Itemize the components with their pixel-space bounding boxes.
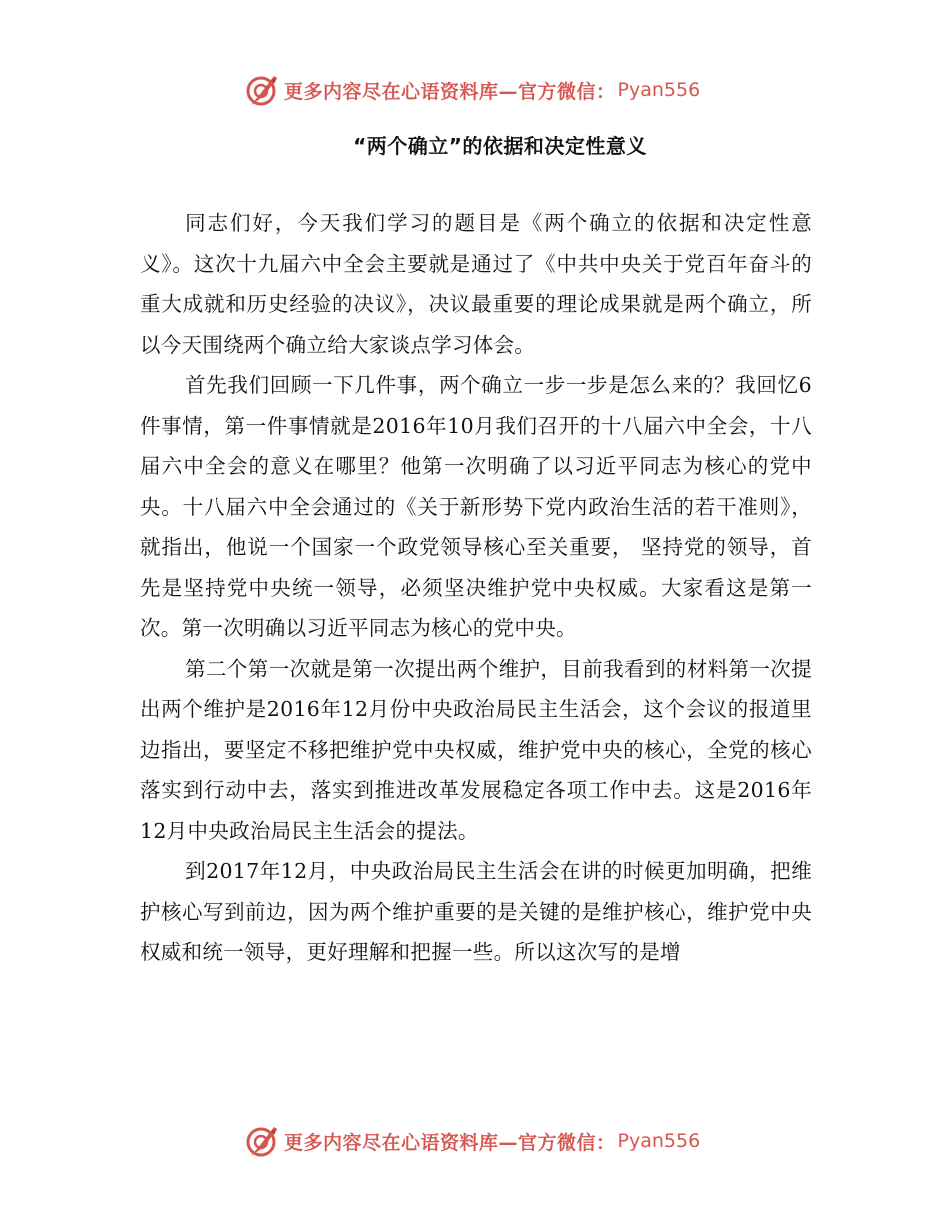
document-body: [140, 203, 812, 973]
header-banner: [244, 70, 700, 110]
quill-pen-logo-icon: [244, 1123, 280, 1159]
header-wechat-id: Pyan556: [617, 79, 701, 101]
paragraph-review: 首先我们回顾一下几件事，两个确立一步一步是怎么来的？我回忆6件事情，第一件事情就是2016年10月我们召开的十八届六中全会，十八届六中全会的意义在哪里？他第一次明确了以习近平同志为核心的党中央。十八届六中全会通过的《关于新形势下党内政治生活的若干准则》，就指出，他说一个国家一个政党领导核心至关重要， 坚持党的领导，首先是坚持党中央统一领导，必须坚决维护党中央权威。大家看这是第一次。第一次明确以习近平同志为核心的党中央。: [140, 373, 812, 640]
paragraph-intro: 同志们好，今天我们学习的题目是《两个确立的依据和决定性意义》。这次十九届六中全会主要就是通过了《中共中央关于党百年奋斗的重大成就和历史经验的决议》，决议最重要的理论成果就是两个确立，所以今天围绕两个确立给大家谈点学习体会。: [140, 211, 812, 357]
footer-wechat-id: Pyan556: [617, 1130, 701, 1152]
footer-banner: [244, 1121, 700, 1161]
footer-slogan: 更多内容尽在心语资料库—官方微信：: [284, 1131, 616, 1154]
header-slogan: 更多内容尽在心语资料库—官方微信：: [284, 80, 616, 103]
quill-pen-logo-icon: [244, 72, 280, 108]
paragraph-two-upholds: 第二个第一次就是第一次提出两个维护，目前我看到的材料第一次提出两个维护是2016年12月份中央政治局民主生活会，这个会议的报道里边指出，要坚定不移把维护党中央权威，维护党中央的核心，全党的核心落实到行动中去，落实到推进改革发展稳定各项工作中去。这是2016年12月中央政治局民主生活会的提法。: [140, 656, 812, 843]
paragraph-2017: 到2017年12月，中央政治局民主生活会在讲的时候更加明确，把维护核心写到前边，因为两个维护重要的是关键的是维护核心，维护党中央权威和统一领导，更好理解和把握一些。所以这次写的是增: [140, 859, 812, 964]
document-title: “两个确立”的依据和决定性意义: [353, 134, 647, 158]
